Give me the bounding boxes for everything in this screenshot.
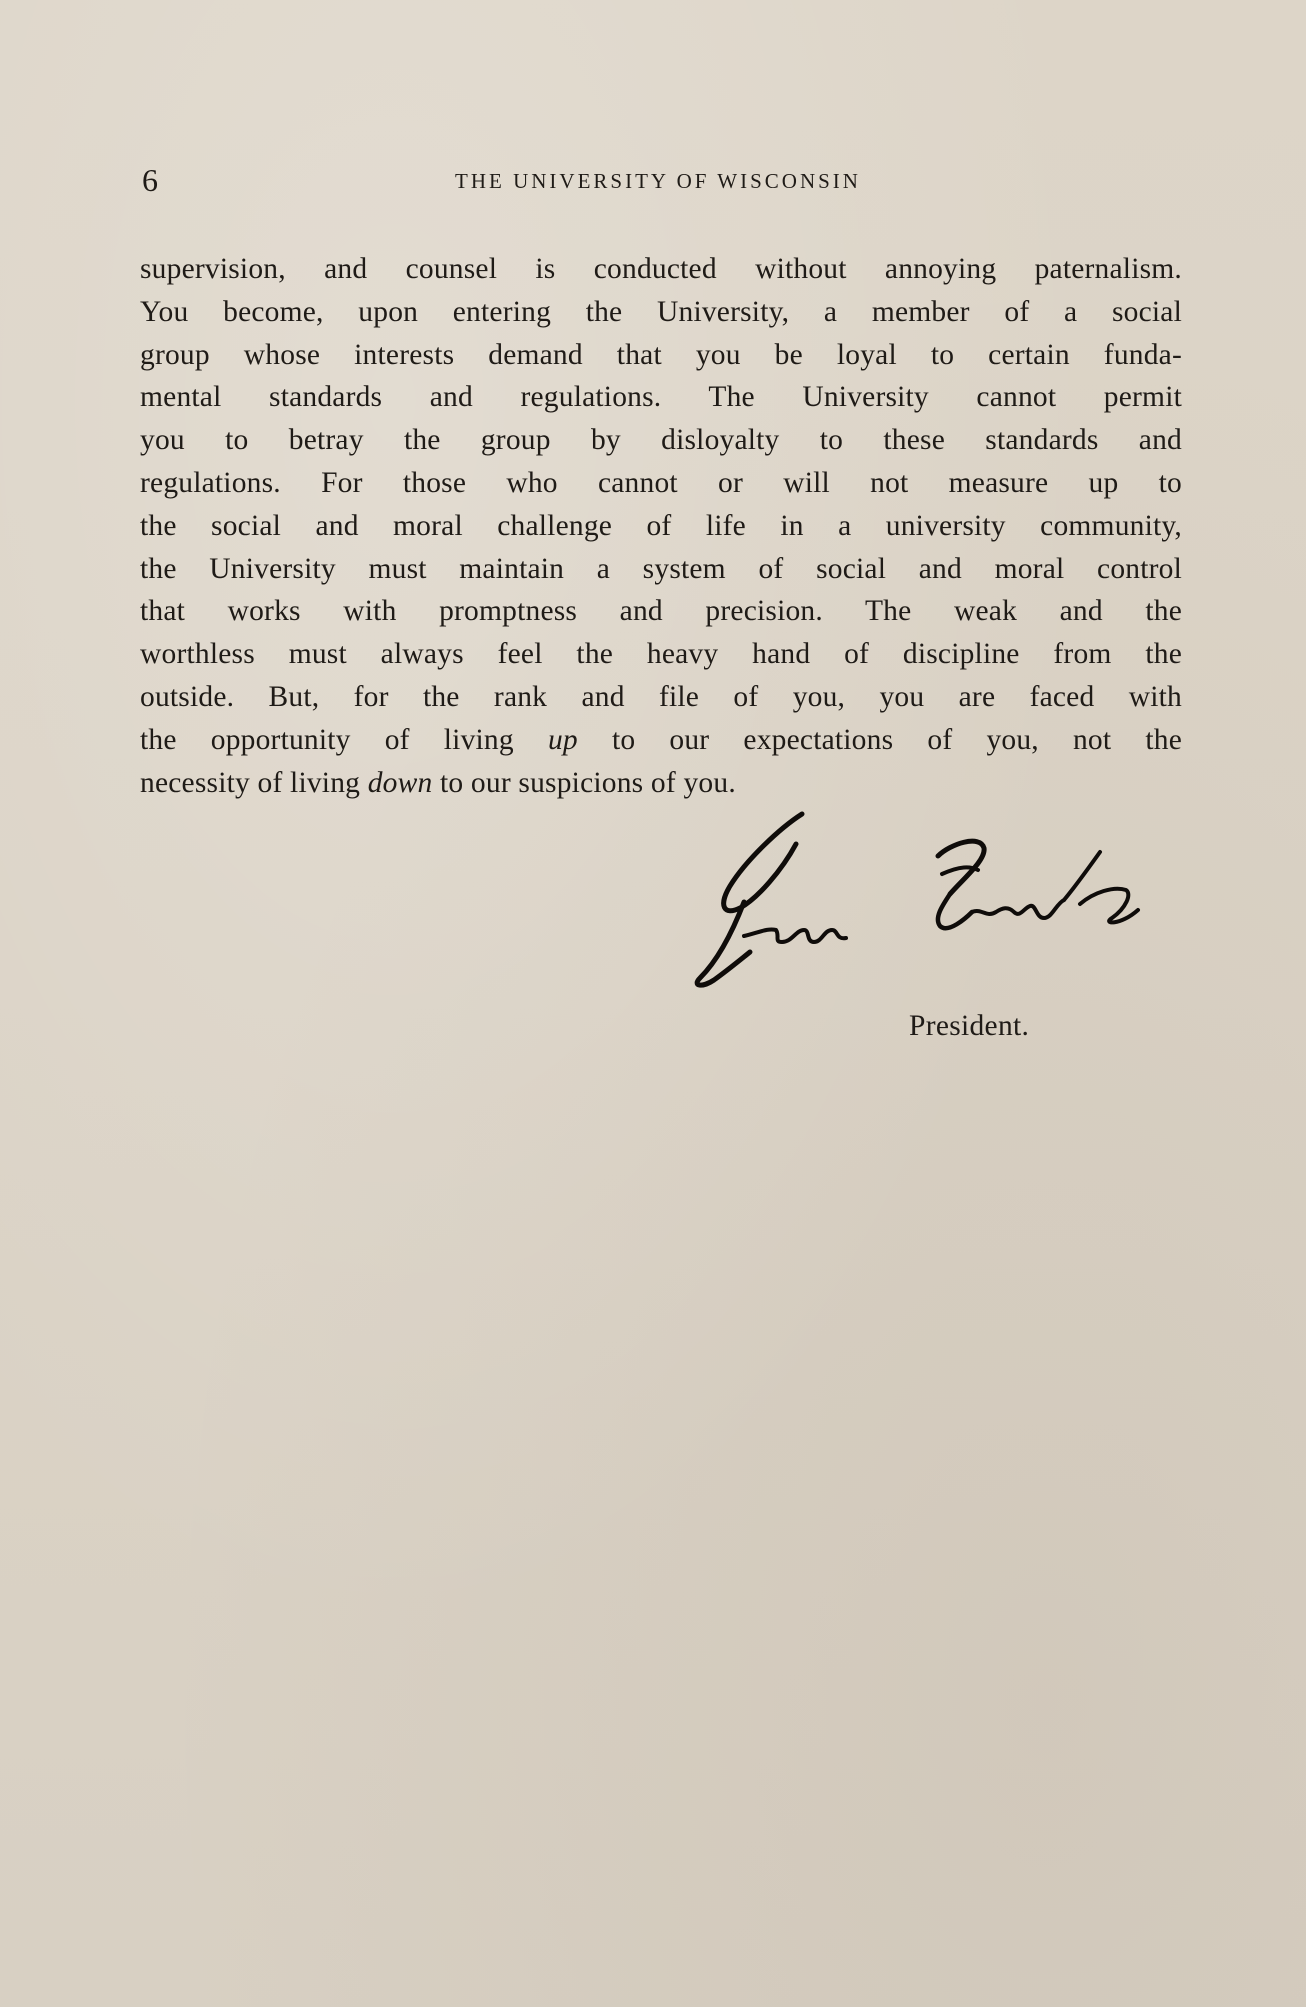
body-line: regulations. For those who cannot or will not measure up to — [140, 466, 1182, 499]
body-line: outside. But, for the rank and file of you, you are faced with — [140, 680, 1182, 713]
body-line: that works with promptness and precision. The weak and the — [140, 595, 1182, 628]
body-text-run: the opportunity of living — [140, 723, 514, 756]
body-line: the University must maintain a system of social and moral control — [140, 552, 1182, 585]
body-line — [140, 762, 1182, 805]
body-line: You become, upon entering the University, a member of a social — [140, 295, 1182, 328]
italic-word: down — [367, 766, 433, 799]
body-line — [140, 719, 1182, 762]
body-text-run: to our expectations of you, not the — [611, 723, 1183, 756]
signature — [680, 808, 1180, 1008]
body-text — [140, 248, 1182, 804]
signature-icon — [680, 808, 1180, 1008]
body-line: group whose interests demand that you be loyal to certain funda- — [140, 338, 1182, 371]
italic-word: up — [547, 723, 578, 756]
signer-title: President. — [909, 1010, 1030, 1042]
body-line: you to betray the group by disloyalty to these standards and — [140, 424, 1182, 457]
running-head: THE UNIVERSITY OF WISCONSIN — [455, 169, 861, 193]
body-text-run: necessity of living — [140, 766, 361, 799]
body-line: supervision, and counsel is conducted without annoying paternalism. — [140, 253, 1182, 285]
body-line: mental standards and regulations. The University cannot permit — [140, 381, 1182, 414]
body-line: the social and moral challenge of life in a university community, — [140, 509, 1182, 542]
page-number: 6 — [142, 162, 158, 198]
body-line: worthless must always feel the heavy hand of discipline from the — [140, 638, 1182, 671]
body-text-run: to our suspicions of you. — [440, 766, 736, 799]
